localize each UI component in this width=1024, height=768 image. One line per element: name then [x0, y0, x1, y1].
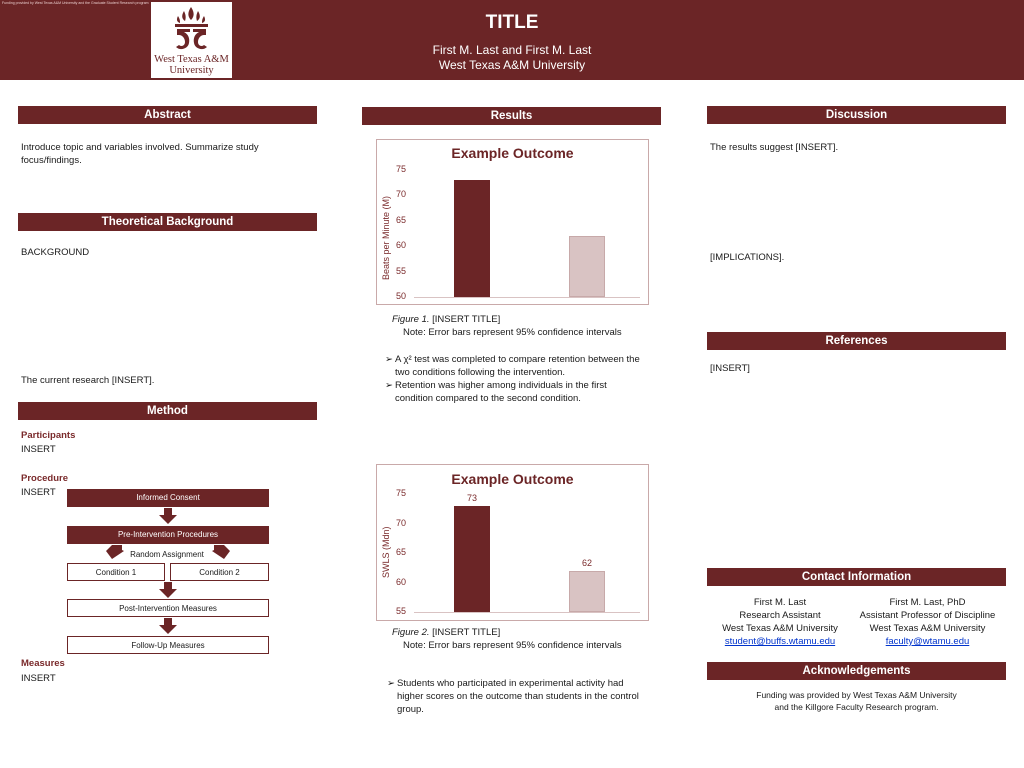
chart-1-ytick: 75 — [395, 164, 406, 174]
chart-1-ytick: 70 — [395, 189, 406, 200]
discussion-implications: [IMPLICATIONS]. — [710, 252, 785, 263]
results-heading: Results — [362, 107, 661, 125]
chart-1-baseline — [414, 297, 640, 298]
results-bullet-2 — [385, 379, 640, 405]
figure-1-title: [INSERT TITLE] — [432, 314, 501, 325]
chart-2-baseline — [414, 612, 640, 613]
poster-affiliation: West Texas A&M University — [438, 58, 586, 72]
poster-authors: First M. Last and First M. Last — [432, 43, 592, 57]
acknowledgements-body — [707, 689, 1006, 713]
flow-pre-intervention: Pre-Intervention Procedures — [67, 526, 269, 544]
chart-2-ytick: 65 — [395, 547, 406, 557]
results-bullet-3-text: Students who participated in experimental activity had higher scores on the outcome than students in the control group. — [397, 678, 639, 715]
measures-label: Measures — [21, 658, 65, 669]
flow-informed-consent: Informed Consent — [67, 489, 269, 507]
chart-1-bar-1 — [454, 180, 490, 297]
chart-1-frame — [376, 139, 649, 305]
bullet-arrow-icon: ➢ — [387, 678, 395, 689]
flow-arrow-icon — [159, 508, 177, 524]
method-heading: Method — [18, 402, 317, 420]
measures-text: INSERT — [21, 673, 56, 684]
chart-2-ytick: 75 — [395, 488, 406, 498]
chart-1-ytick: 60 — [395, 240, 406, 251]
abstract-heading: Abstract — [18, 106, 317, 124]
participants-label: Participants — [21, 430, 76, 441]
figure-2-note: Note: Error bars represent 95% confidence intervals — [403, 640, 622, 651]
flow-post-intervention: Post-Intervention Measures — [67, 599, 269, 617]
contact-1-org: West Texas A&M University — [722, 623, 838, 634]
chart-2-data-label-1: 73 — [466, 492, 477, 503]
chart-1-ytick: 50 — [395, 291, 406, 301]
results-bullet-1 — [385, 353, 640, 379]
chart-1-title: Example Outcome — [451, 145, 574, 161]
chart-2-bar-1 — [454, 506, 490, 612]
references-body: [INSERT] — [710, 363, 750, 374]
chart-1-ylabel-text: Beats per Minute (M) — [381, 195, 391, 280]
figure-1-note: Note: Error bars represent 95% confidence intervals — [403, 327, 622, 338]
logo-emblem-icon — [151, 4, 232, 56]
acknowledgements-line-1: Funding was provided by West Texas A&M University — [756, 690, 957, 700]
contact-person-1 — [710, 596, 850, 648]
contact-1-role: Research Assistant — [739, 610, 821, 621]
results-bullet-1-text: A χ² test was completed to compare retention between the two conditions following the intervention. — [395, 354, 640, 378]
chart-2-bar-2 — [569, 571, 605, 612]
flow-arrow-icon — [159, 582, 177, 598]
figure-2-caption — [392, 626, 500, 639]
bullet-arrow-icon: ➢ — [385, 354, 393, 365]
figure-2-title: [INSERT TITLE] — [432, 627, 501, 638]
flow-random-assignment: Random Assignment — [130, 550, 204, 559]
acknowledgements-heading: Acknowledgements — [707, 662, 1006, 680]
results-bullet-3 — [387, 677, 642, 716]
procedure-text: INSERT — [21, 487, 56, 498]
figure-2-label: Figure 2. — [392, 627, 430, 638]
chart-2-data-label-2: 62 — [581, 557, 592, 568]
funding-note: Funding provided by West Texas A&M University and the Graduate Student Research program — [2, 1, 149, 5]
contact-2-org: West Texas A&M University — [869, 623, 986, 634]
flow-condition-1: Condition 1 — [67, 563, 165, 581]
figure-1-label: Figure 1. — [392, 314, 430, 325]
abstract-body: Introduce topic and variables involved. Summarize study focus/findings. — [21, 142, 259, 166]
poster-header — [0, 0, 1024, 80]
poster-title: TITLE — [485, 12, 539, 33]
contact-2-name: First M. Last, PhD — [889, 597, 966, 608]
chart-1-ytick: 65 — [395, 214, 406, 225]
logo-text-line1: West Texas A&M — [154, 54, 229, 65]
figure-1-caption — [392, 313, 500, 326]
contact-person-2 — [850, 596, 1005, 648]
chart-2-ytick: 70 — [395, 517, 406, 528]
chart-1-ytick: 55 — [395, 265, 406, 276]
contact-1-email-link[interactable]: student@buffs.wtamu.edu — [724, 636, 836, 647]
logo-text-line2: University — [169, 65, 214, 76]
discussion-body: The results suggest [INSERT]. — [710, 142, 839, 153]
flow-arrow-icon — [159, 618, 177, 634]
chart-2-ylabel-text: SWLS (Mdn) — [381, 526, 391, 578]
references-heading: References — [707, 332, 1006, 350]
acknowledgements-line-2: and the Killgore Faculty Research program. — [774, 702, 939, 712]
contact-heading: Contact Information — [707, 568, 1006, 586]
flow-arrow-right-icon — [212, 545, 230, 559]
contact-2-role: Assistant Professor of Discipline — [859, 610, 996, 621]
chart-2-title: Example Outcome — [451, 471, 574, 487]
current-research-text: The current research [INSERT]. — [21, 375, 155, 386]
contact-1-name: First M. Last — [753, 597, 807, 608]
chart-2-ytick: 55 — [395, 606, 406, 616]
contact-2-email-link[interactable]: faculty@wtamu.edu — [885, 636, 970, 647]
flow-condition-2: Condition 2 — [170, 563, 269, 581]
results-bullet-2-text: Retention was higher among individuals in the first condition compared to the second condition. — [395, 380, 607, 404]
flow-follow-up: Follow-Up Measures — [67, 636, 269, 654]
bullet-arrow-icon: ➢ — [385, 380, 393, 391]
university-logo — [151, 2, 232, 78]
discussion-heading: Discussion — [707, 106, 1006, 124]
background-heading: Theoretical Background — [18, 213, 317, 231]
background-body: BACKGROUND — [21, 247, 90, 258]
chart-2-frame — [376, 464, 649, 621]
chart-1-bar-2 — [569, 236, 605, 297]
procedure-label: Procedure — [21, 473, 68, 484]
participants-text: INSERT — [21, 444, 56, 455]
chart-2-ytick: 60 — [395, 576, 406, 587]
